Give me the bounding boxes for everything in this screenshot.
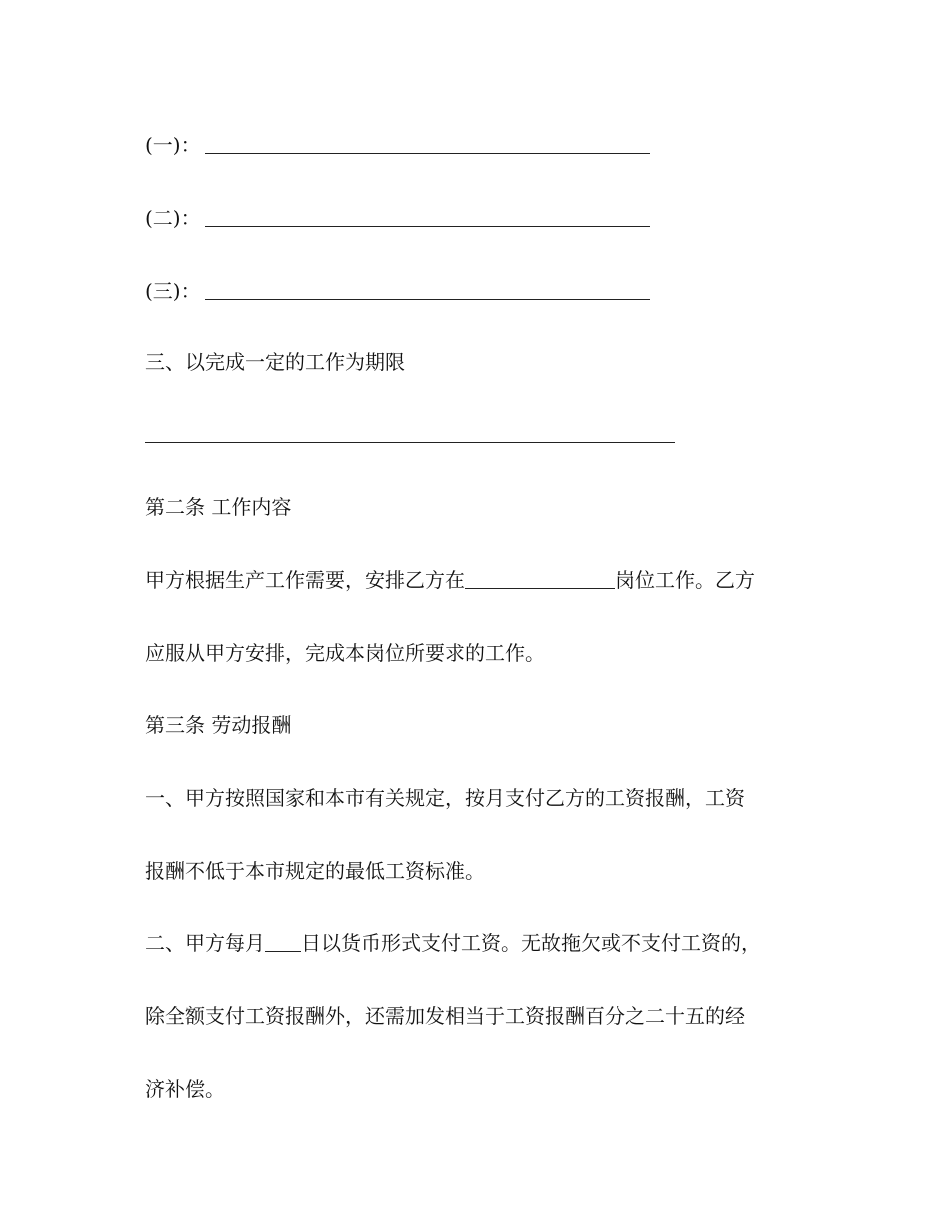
article-2-heading: 第二条 工作内容 <box>145 495 292 519</box>
item-label-2: (二)： <box>145 206 201 230</box>
position-blank[interactable] <box>465 587 615 589</box>
article-3-heading: 第三条 劳动报酬 <box>145 713 292 737</box>
item-label-1: (一)： <box>145 133 201 157</box>
blank-item-1 <box>145 131 650 159</box>
article-2-text-b: 岗位工作。乙方 <box>615 568 755 592</box>
blank-item-2 <box>145 204 650 232</box>
section-3-title: 三、以完成一定的工作为期限 <box>145 350 405 374</box>
blank-line-2[interactable] <box>205 225 650 227</box>
article-3-clause-2-line-2: 除全额支付工资报酬外，还需加发相当于工资报酬百分之二十五的经 <box>145 1004 745 1028</box>
article-3-clause-1-line-1: 一、甲方按照国家和本市有关规定，按月支付乙方的工资报酬，工资 <box>145 786 745 810</box>
pay-day-blank[interactable] <box>265 950 301 952</box>
item-label-3: (三)： <box>145 279 201 303</box>
clause-2-text-b: 日以货币形式支付工资。无故拖欠或不支付工资的， <box>301 931 761 955</box>
blank-line-1[interactable] <box>205 152 650 154</box>
article-3-clause-1-line-2: 报酬不低于本市规定的最低工资标准。 <box>145 859 485 883</box>
article-2-text-a: 甲方根据生产工作需要，安排乙方在 <box>145 568 465 592</box>
blank-line-3[interactable] <box>205 298 650 300</box>
article-3-clause-2-line-3: 济补偿。 <box>145 1077 225 1101</box>
blank-item-3 <box>145 277 650 305</box>
article-2-paragraph-line-1 <box>145 566 755 594</box>
article-3-clause-2-line-1 <box>145 929 761 957</box>
article-2-paragraph-line-2: 应服从甲方安排，完成本岗位所要求的工作。 <box>145 641 545 665</box>
clause-2-text-a: 二、甲方每月 <box>145 931 265 955</box>
blank-line-full[interactable] <box>145 442 675 443</box>
